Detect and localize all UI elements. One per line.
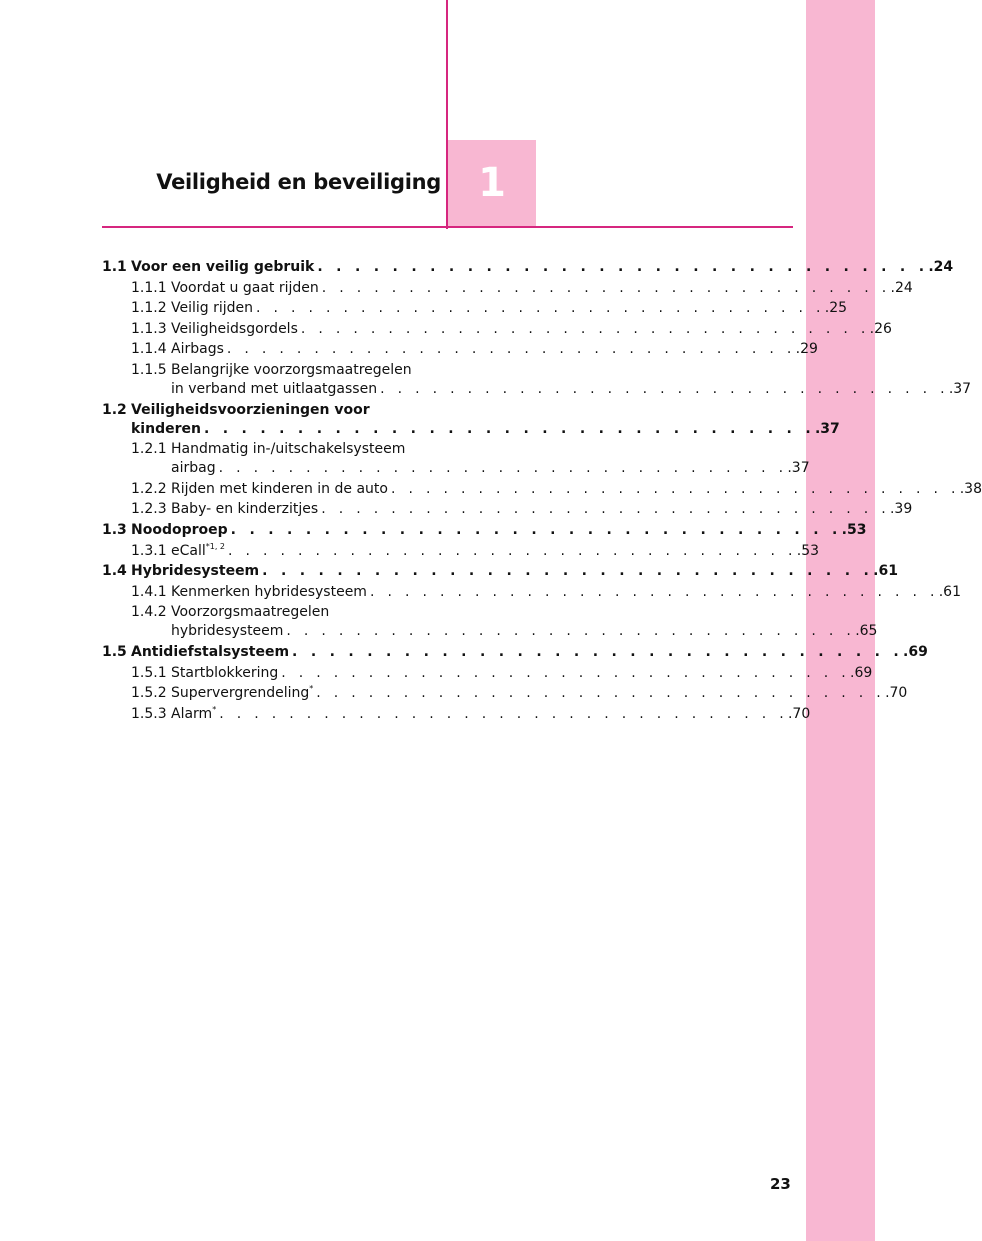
toc-page: .61 bbox=[873, 563, 898, 580]
toc-page: .53 bbox=[796, 542, 820, 559]
toc-number: 1.5.2 bbox=[131, 685, 167, 702]
toc-number: 1.2.3 bbox=[131, 501, 167, 518]
toc-title-text: Supervergrendeling bbox=[171, 685, 310, 702]
toc-leader: . . . . . . . . . . . . . . . . . . . . . . . . . . . . . . . . . bbox=[281, 664, 851, 681]
toc-entry[interactable] bbox=[102, 562, 898, 580]
toc-title: Voordat u gaat rijden bbox=[171, 279, 319, 296]
toc-leader: . . . . . . . . . . . . . . . . . . . . . . . . . . . . . . . . . bbox=[316, 685, 886, 702]
toc-leader: . . . . . . . . . . . . . . . . . . . . . . . . . . . . . . . . . bbox=[300, 320, 870, 337]
toc-number: 1.1.5 bbox=[131, 361, 167, 378]
toc-number: 1.5.1 bbox=[131, 664, 167, 681]
toc-page: .65 bbox=[855, 623, 878, 640]
toc-page: .37 bbox=[787, 460, 810, 477]
toc-number: 1.1.4 bbox=[131, 341, 167, 358]
toc-title-continued: hybridesysteem bbox=[171, 623, 284, 640]
toc-entry-continuation[interactable] bbox=[102, 380, 972, 398]
toc-title-text: eCall bbox=[171, 542, 206, 559]
toc-leader: . . . . . . . . . . . . . . . . . . . . . . . . . . . . . . . . . bbox=[369, 583, 939, 600]
toc-entry[interactable] bbox=[102, 704, 811, 723]
toc-number: 1.2 bbox=[102, 401, 127, 418]
toc-leader: . . . . . . . . . . . . . . . . . . . . . . . . . . . . . . . . . bbox=[380, 380, 949, 397]
toc-page: .24 bbox=[928, 259, 954, 275]
toc-entry-continuation[interactable] bbox=[102, 420, 840, 438]
toc-leader: . . . . . . . . . . . . . . . . . . . . . . . . . . . . . . . . . bbox=[203, 420, 815, 437]
toc-entry[interactable] bbox=[102, 684, 908, 702]
toc-page: .38 bbox=[959, 480, 982, 497]
toc-entry[interactable] bbox=[102, 480, 982, 498]
toc-title: Voor een veilig gebruik bbox=[131, 259, 315, 275]
toc-leader: . . . . . . . . . . . . . . . . . . . . . . . . . . . . . . . . . bbox=[321, 279, 891, 296]
toc-title: Veiligheidsgordels bbox=[171, 320, 298, 337]
toc-title bbox=[171, 542, 225, 560]
toc-leader: . . . . . . . . . . . . . . . . . . . . . . . . . . . . . . . . . bbox=[262, 563, 874, 580]
toc-entry[interactable] bbox=[102, 541, 820, 560]
toc-page: .26 bbox=[869, 320, 892, 337]
toc-entry[interactable] bbox=[102, 664, 873, 682]
toc-number: 1.2.2 bbox=[131, 480, 167, 497]
toc-number: 1.4.1 bbox=[131, 583, 167, 600]
toc-entry[interactable] bbox=[102, 361, 420, 379]
toc-leader: . . . . . . . . . . . . . . . . . . . . . . . . . . . . . . . . . bbox=[218, 460, 788, 477]
toc-entry[interactable] bbox=[102, 320, 892, 338]
chapter-number: 1 bbox=[478, 160, 506, 206]
toc-entry[interactable] bbox=[102, 340, 818, 358]
toc-number: 1.5.3 bbox=[131, 705, 167, 722]
toc-title: Kenmerken hybridesysteem bbox=[171, 583, 367, 600]
toc-title: Belangrijke voorzorgsmaatregelen bbox=[171, 361, 412, 378]
toc-page: .69 bbox=[850, 664, 873, 681]
toc-title: Airbags bbox=[171, 341, 224, 358]
toc-page: .29 bbox=[795, 341, 818, 358]
toc-number: 1.1.1 bbox=[131, 279, 167, 296]
toc-entry[interactable] bbox=[102, 258, 954, 276]
toc-title: Voorzorgsmaatregelen bbox=[171, 604, 330, 621]
toc-title bbox=[171, 684, 313, 702]
toc-title-continued: in verband met uitlaatgassen bbox=[171, 380, 378, 397]
toc-entry[interactable] bbox=[102, 603, 420, 621]
toc-entry[interactable] bbox=[102, 521, 867, 539]
toc-title: Handmatig in-/uitschakelsysteem bbox=[171, 441, 406, 458]
footnote-marker: * bbox=[309, 684, 314, 694]
toc-entry[interactable] bbox=[102, 299, 848, 317]
toc-page: .53 bbox=[841, 521, 867, 538]
toc-number: 1.3.1 bbox=[131, 542, 167, 559]
toc-entry[interactable] bbox=[102, 440, 420, 458]
toc-title: Hybridesysteem bbox=[131, 563, 260, 580]
toc-title: Antidiefstalsysteem bbox=[131, 643, 290, 660]
toc-leader: . . . . . . . . . . . . . . . . . . . . . . . . . . . . . . . . . bbox=[256, 300, 825, 317]
toc-entry[interactable] bbox=[102, 643, 928, 661]
toc-leader: . . . . . . . . . . . . . . . . . . . . . . . . . . . . . . . . . bbox=[230, 521, 842, 538]
toc-title: Noodoproep bbox=[131, 521, 228, 538]
toc-page: .37 bbox=[948, 380, 972, 397]
toc-number: 1.1.2 bbox=[131, 300, 167, 317]
footnote-marker: *1, 2 bbox=[205, 541, 226, 551]
toc-leader: . . . . . . . . . . . . . . . . . . . . . . . . . . . . . . . . . bbox=[228, 542, 797, 559]
toc-number: 1.5 bbox=[102, 643, 127, 660]
toc-leader: . . . . . . . . . . . . . . . . . . . . . . . . . . . . . . . . . bbox=[226, 341, 796, 358]
side-color-band bbox=[806, 0, 878, 1241]
toc-number: 1.3 bbox=[102, 521, 127, 538]
toc-page: .37 bbox=[814, 420, 840, 437]
page-number: 23 bbox=[770, 1175, 791, 1193]
toc-entry-continuation[interactable] bbox=[102, 459, 810, 477]
toc-number: 1.1 bbox=[102, 259, 127, 275]
toc-leader: . . . . . . . . . . . . . . . . . . . . . . . . . . . . . . . . . bbox=[317, 259, 929, 275]
toc-entry[interactable] bbox=[102, 583, 961, 601]
toc-page: .39 bbox=[889, 501, 913, 518]
toc-entry[interactable] bbox=[102, 401, 420, 419]
toc-page: .69 bbox=[903, 643, 928, 660]
chapter-number-box bbox=[448, 140, 536, 226]
toc-title bbox=[171, 705, 216, 723]
toc-entry[interactable] bbox=[102, 279, 913, 297]
toc-title: Startblokkering bbox=[171, 664, 279, 681]
toc-page: .25 bbox=[824, 300, 848, 317]
toc-title: Baby- en kinderzitjes bbox=[171, 501, 319, 518]
toc-number: 1.1.3 bbox=[131, 320, 167, 337]
toc-title: Veiligheidsvoorzieningen voor bbox=[131, 401, 370, 418]
toc-page: .70 bbox=[787, 705, 811, 722]
toc-entry-continuation[interactable] bbox=[102, 622, 878, 640]
toc-leader: . . . . . . . . . . . . . . . . . . . . . . . . . . . . . . . . . bbox=[292, 643, 904, 660]
toc-entry[interactable] bbox=[102, 500, 913, 518]
toc-title-text: Alarm bbox=[171, 705, 213, 722]
toc-leader: . . . . . . . . . . . . . . . . . . . . . . . . . . . . . . . . . bbox=[286, 623, 856, 640]
toc-title-continued: airbag bbox=[171, 460, 216, 477]
toc-title: Veilig rijden bbox=[171, 300, 254, 317]
toc-leader: . . . . . . . . . . . . . . . . . . . . . . . . . . . . . . . . . bbox=[321, 501, 890, 518]
toc-number: 1.4.2 bbox=[131, 604, 167, 621]
toc-title-continued: kinderen bbox=[131, 420, 201, 437]
toc-leader: . . . . . . . . . . . . . . . . . . . . . . . . . . . . . . . . . bbox=[390, 480, 960, 497]
toc-title: Rijden met kinderen in de auto bbox=[171, 480, 388, 497]
chapter-title: Veiligheid en beveiliging bbox=[156, 170, 441, 194]
toc-page: .70 bbox=[885, 685, 908, 702]
footnote-marker: * bbox=[212, 704, 217, 714]
toc-page: .24 bbox=[890, 279, 913, 296]
header-rule bbox=[102, 226, 793, 228]
toc-page: .61 bbox=[938, 583, 961, 600]
toc-number: 1.2.1 bbox=[131, 441, 167, 458]
table-of-contents bbox=[102, 258, 982, 725]
toc-leader: . . . . . . . . . . . . . . . . . . . . . . . . . . . . . . . . . bbox=[219, 705, 788, 722]
toc-number: 1.4 bbox=[102, 563, 127, 580]
